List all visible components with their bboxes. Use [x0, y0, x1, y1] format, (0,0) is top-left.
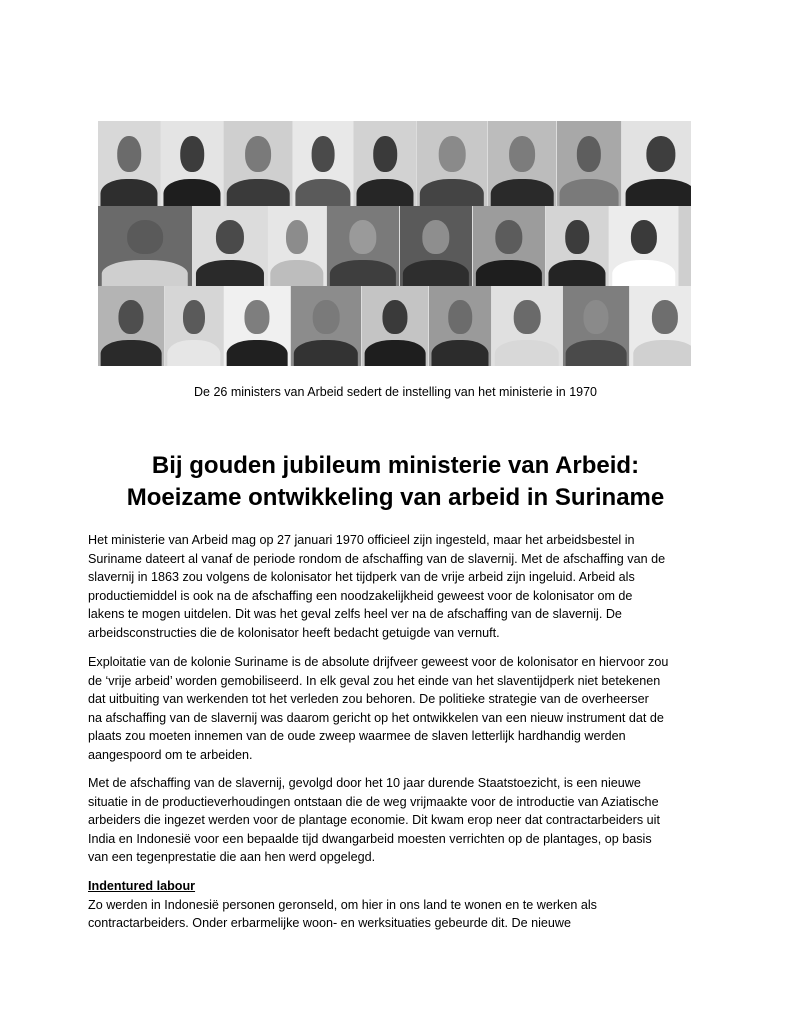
- minister-portrait: [488, 121, 557, 206]
- minister-portrait: [293, 121, 354, 206]
- text-line: Met de afschaffing van de slavernij, gevolgd door het 10 jaar durende Staatstoezicht, is een nieuwe: [88, 776, 641, 790]
- text-line: situatie in de productieverhoudingen ontstaan die de weg vrijmaakte voor de introductie van Aziatische: [88, 794, 659, 809]
- article-title: [0, 450, 791, 514]
- text-line: arbeidsconstructies die de kolonisator heeft bedacht getuigde van vernuft.: [88, 625, 500, 640]
- text-line: lakens te mogen uitdelen. Dit was het geval zelfs heel ver na de afschaffing van de slavernij. De: [88, 607, 622, 621]
- minister-portrait: [557, 121, 622, 206]
- text-line: Zo werden in Indonesië personen geronseld, om hier in ons land te wonen en te werken als: [88, 897, 597, 912]
- paragraph-1: [88, 531, 708, 642]
- text-line: van een tegenprestatie die aan hen werd opgelegd.: [88, 850, 376, 864]
- minister-portrait: [417, 121, 488, 206]
- text-line: India en Indonesië voor een bepaalde tijd dwangarbeid moesten verrichten op de plantages, op basis: [88, 831, 652, 846]
- text-line: productiemiddel is ook na de afschaffing een noodzakelijkheid geweest voor de kolonisator om de: [88, 588, 633, 603]
- text-line: plaats zou moeten innemen van de oude zweep waarmee de slaven letterlijk hardhandig werden: [88, 729, 626, 743]
- minister-portrait: [609, 206, 679, 286]
- text-line: de ‘vrije arbeid’ worden gemobiliseerd. In elk geval zou het einde van het slaventijdperk niet betekenen: [88, 673, 661, 688]
- text-line: contractarbeiders. Onder erbarmelijke woon- en werksituaties gebeurde dit. De nieuwe: [88, 916, 572, 930]
- collage-row-1: [98, 121, 691, 206]
- collage-row-2: [98, 206, 691, 286]
- minister-portrait: [224, 121, 293, 206]
- ministers-photo-collage: [98, 121, 691, 366]
- text-line: Suriname dateert al vanaf de periode rondom de afschaffing van de slavernij. Met de afschaffing van de: [88, 551, 666, 566]
- minister-portrait: [492, 286, 563, 366]
- minister-portrait: [563, 286, 630, 366]
- minister-portrait: [327, 206, 400, 286]
- minister-portrait: [546, 206, 609, 286]
- collage-row-3: [98, 286, 691, 366]
- minister-portrait: [224, 286, 291, 366]
- section-heading: Indentured labour: [88, 879, 196, 893]
- text-line: Het ministerie van Arbeid mag op 27 januari 1970 officieel zijn ingesteld, maar het arbeidsbestel in: [88, 533, 635, 547]
- text-line: aangespoord om te arbeiden.: [88, 747, 253, 762]
- text-line: arbeiders die ingezet werden voor de plantage economie. Dit kwam erop neer dat contractarbeiders uit: [88, 813, 660, 827]
- text-line: slavernij in 1863 zou volgens de kolonisator het tijdperk van de vrije arbeid zijn ingeluid. Arbeid als: [88, 570, 635, 584]
- title-line-1: Bij gouden jubileum ministerie van Arbeid:: [151, 452, 640, 479]
- section-indentured-labour: [88, 877, 708, 933]
- photo-caption: De 26 ministers van Arbeid sedert de instelling van het ministerie in 1970: [194, 385, 597, 399]
- minister-portrait: [98, 206, 193, 286]
- minister-portrait: [400, 206, 473, 286]
- paragraph-3: [88, 774, 708, 867]
- minister-portrait: [268, 206, 327, 286]
- minister-portrait: [429, 286, 492, 366]
- text-line: na afschaffing van de slavernij was daarom gericht op het ontwikkelen van een nieuw instrument dat de: [88, 710, 664, 725]
- minister-portrait: [362, 286, 429, 366]
- minister-portrait: [165, 286, 224, 366]
- minister-portrait: [291, 286, 362, 366]
- minister-portrait: [630, 286, 691, 366]
- minister-portrait: [161, 121, 224, 206]
- minister-portrait: [622, 121, 691, 206]
- minister-portrait: [473, 206, 546, 286]
- minister-portrait: [98, 121, 161, 206]
- minister-portrait: [98, 286, 165, 366]
- paragraph-2: [88, 653, 708, 764]
- text-line: Exploitatie van de kolonie Suriname is de absolute drijfveer geweest voor de kolonisator en hiervoor zou: [88, 655, 669, 669]
- minister-portrait: [193, 206, 268, 286]
- minister-portrait: [354, 121, 417, 206]
- title-line-2: Moeizame ontwikkeling van arbeid in Suriname: [126, 484, 665, 511]
- text-line: dat uitbuiting van werkenden tot het verleden zou behoren. De politieke strategie van de overheerser: [88, 692, 649, 706]
